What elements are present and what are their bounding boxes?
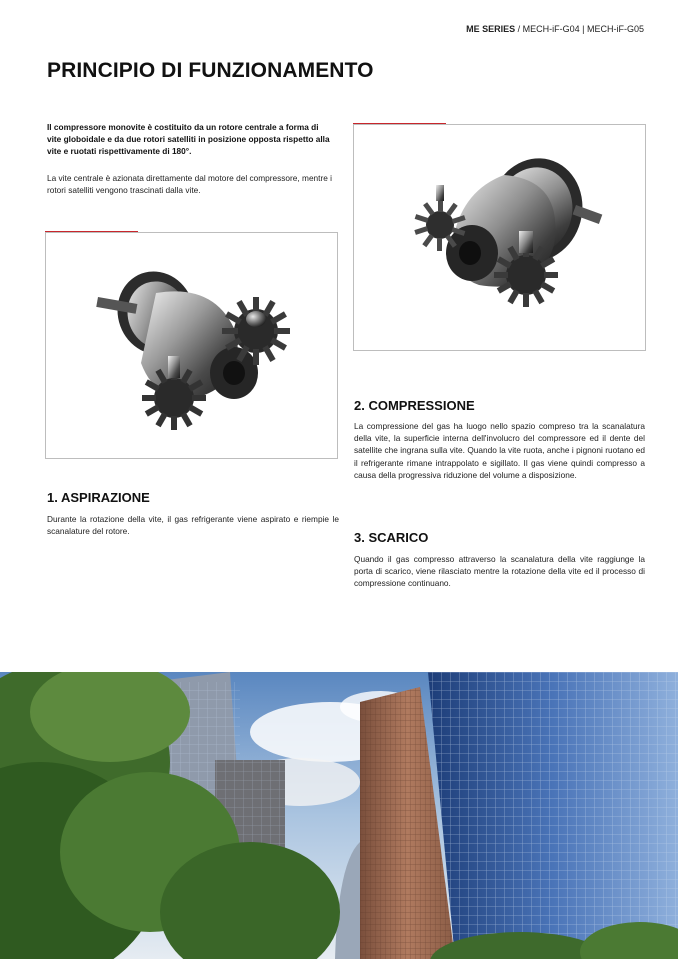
section-title-compressione: 2. COMPRESSIONE xyxy=(354,398,475,413)
compressor-image-right xyxy=(353,124,646,351)
section-title-scarico: 3. SCARICO xyxy=(354,530,429,545)
series-header xyxy=(466,24,644,34)
compressor-illustration xyxy=(354,125,645,350)
section-text-compressione: La compressione del gas ha luogo nello spazio compreso tra la scanalatura della vite, la superficie interna dell'involucro del compressore ed il dente del satellite che ingrana sulla vite. Quando la vite ruota, anche i pignoni ruotano ed il refrigerante rimane intrappolato e sigillato. Il gas viene quindi compresso a causa della progressiva riduzione del volume a disposizione. xyxy=(354,421,645,480)
page-title: PRINCIPIO DI FUNZIONAMENTO xyxy=(47,59,374,82)
series-label: ME SERIES xyxy=(466,24,516,34)
skyscrapers-illustration xyxy=(0,672,678,959)
section-title-aspirazione: 1. ASPIRAZIONE xyxy=(47,490,150,505)
city-skyline-photo xyxy=(0,672,678,959)
intro-paragraph: La vite centrale è azionata direttamente dal motore del compressore, mentre i rotori satelliti vengono trascinati dalla vite. xyxy=(47,173,333,196)
section-text-aspirazione: Durante la rotazione della vite, il gas refrigerante viene aspirato e riempie le scanalature del rotore. xyxy=(47,514,339,537)
intro-bold-paragraph: Il compressore monovite è costituito da un rotore centrale a forma di vite globoidale e da due rotori satelliti in posizione opposta rispetto alla vite e ruotati rispettivamente di 180°. xyxy=(47,122,330,157)
model-codes: / MECH-iF-G04 | MECH-iF-G05 xyxy=(515,24,644,34)
section-text-scarico: Quando il gas compresso attraverso la scanalatura della vite raggiunge la porta di scarico, viene rilasciato mentre la rotazione della vite ed il processo di compressione continuano. xyxy=(354,554,645,589)
compressor-image-left xyxy=(45,232,338,459)
compressor-illustration xyxy=(46,233,337,458)
